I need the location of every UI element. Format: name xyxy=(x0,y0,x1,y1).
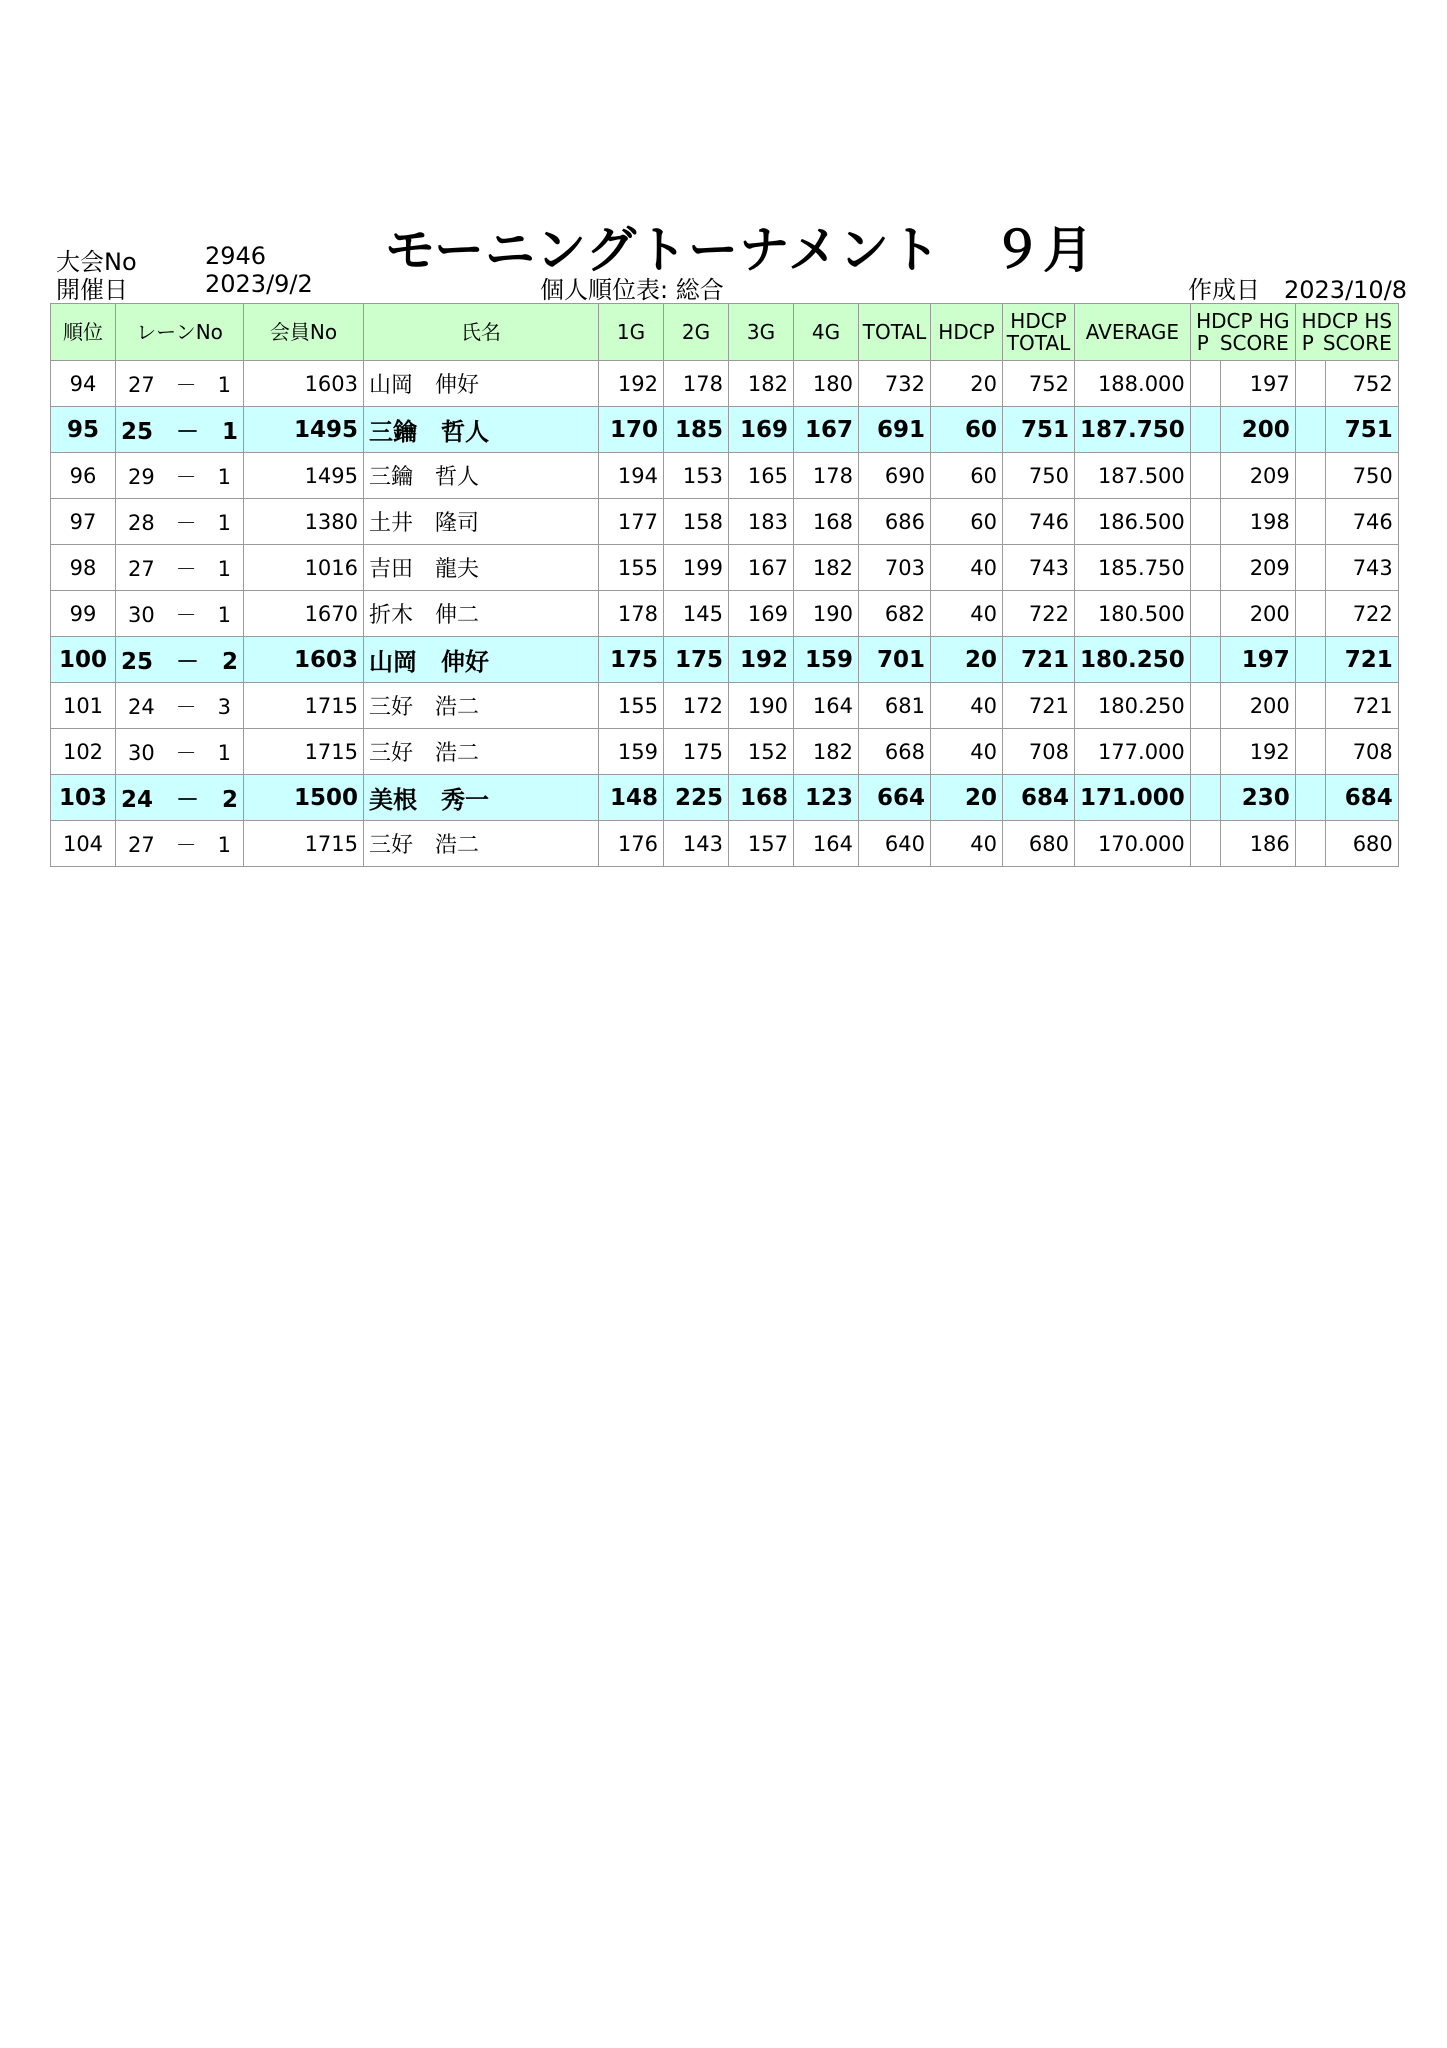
col-header-g1: 1G xyxy=(599,304,664,361)
hg-score-cell: 200 xyxy=(1220,683,1295,729)
game1-cell: 148 xyxy=(599,775,664,821)
total-cell: 691 xyxy=(859,407,931,453)
average-cell: 185.750 xyxy=(1075,545,1191,591)
name-cell: 山岡 伸好 xyxy=(364,637,599,683)
name-cell: 吉田 龍夫 xyxy=(364,545,599,591)
col-header-hdcp-total xyxy=(1003,304,1075,361)
game3-cell: 168 xyxy=(729,775,794,821)
hg-score-cell: 197 xyxy=(1220,361,1295,407)
member-no-cell: 1715 xyxy=(244,821,364,867)
game4-cell: 164 xyxy=(794,683,859,729)
lane-cell: 27 － 1 xyxy=(116,821,244,867)
event-date-value: 2023/9/2 xyxy=(205,270,313,298)
hg-p-cell xyxy=(1190,637,1220,683)
game4-cell: 164 xyxy=(794,821,859,867)
table-row xyxy=(51,453,1399,499)
table-row xyxy=(51,499,1399,545)
hdcp-cell: 40 xyxy=(931,591,1003,637)
table-row xyxy=(51,683,1399,729)
average-cell: 187.500 xyxy=(1075,453,1191,499)
game4-cell: 178 xyxy=(794,453,859,499)
hg-score-cell: 198 xyxy=(1220,499,1295,545)
name-cell: 三好 浩二 xyxy=(364,683,599,729)
average-cell: 180.250 xyxy=(1075,637,1191,683)
member-no-cell: 1016 xyxy=(244,545,364,591)
total-cell: 640 xyxy=(859,821,931,867)
game3-cell: 182 xyxy=(729,361,794,407)
lane-cell: 24 － 2 xyxy=(116,775,244,821)
game2-cell: 178 xyxy=(664,361,729,407)
rank-cell: 102 xyxy=(51,729,116,775)
hdcp-total-cell: 752 xyxy=(1003,361,1075,407)
hs-score-cell: 680 xyxy=(1325,821,1398,867)
lane-cell: 25 － 1 xyxy=(116,407,244,453)
game1-cell: 170 xyxy=(599,407,664,453)
game2-cell: 158 xyxy=(664,499,729,545)
hdcp-cell: 60 xyxy=(931,407,1003,453)
col-header-hdcp-total-line1: HDCP xyxy=(1010,309,1067,333)
hg-p-cell xyxy=(1190,775,1220,821)
hg-p-cell xyxy=(1190,453,1220,499)
hs-score-cell: 750 xyxy=(1325,453,1398,499)
col-header-hs-p: P xyxy=(1301,331,1314,355)
hg-score-cell: 230 xyxy=(1220,775,1295,821)
tournament-no-label: 大会No xyxy=(56,248,137,276)
rank-cell: 94 xyxy=(51,361,116,407)
hg-p-cell xyxy=(1190,407,1220,453)
game4-cell: 167 xyxy=(794,407,859,453)
game1-cell: 176 xyxy=(599,821,664,867)
hs-p-cell xyxy=(1295,499,1325,545)
col-header-g2: 2G xyxy=(664,304,729,361)
col-header-lane: レーンNo xyxy=(116,304,244,361)
name-cell: 山岡 伸好 xyxy=(364,361,599,407)
hs-p-cell xyxy=(1295,407,1325,453)
name-cell: 三好 浩二 xyxy=(364,729,599,775)
hs-p-cell xyxy=(1295,637,1325,683)
game1-cell: 192 xyxy=(599,361,664,407)
col-header-g3: 3G xyxy=(729,304,794,361)
table-row xyxy=(51,821,1399,867)
hs-score-cell: 708 xyxy=(1325,729,1398,775)
game1-cell: 155 xyxy=(599,545,664,591)
rank-cell: 95 xyxy=(51,407,116,453)
member-no-cell: 1670 xyxy=(244,591,364,637)
hs-score-cell: 684 xyxy=(1325,775,1398,821)
average-cell: 170.000 xyxy=(1075,821,1191,867)
total-cell: 703 xyxy=(859,545,931,591)
game2-cell: 172 xyxy=(664,683,729,729)
average-cell: 171.000 xyxy=(1075,775,1191,821)
hs-p-cell xyxy=(1295,729,1325,775)
hdcp-cell: 60 xyxy=(931,453,1003,499)
game4-cell: 123 xyxy=(794,775,859,821)
average-cell: 186.500 xyxy=(1075,499,1191,545)
hdcp-total-cell: 750 xyxy=(1003,453,1075,499)
total-cell: 690 xyxy=(859,453,931,499)
hdcp-total-cell: 721 xyxy=(1003,637,1075,683)
table-row xyxy=(51,361,1399,407)
game3-cell: 165 xyxy=(729,453,794,499)
total-cell: 668 xyxy=(859,729,931,775)
average-cell: 180.250 xyxy=(1075,683,1191,729)
game1-cell: 194 xyxy=(599,453,664,499)
lane-cell: 30 － 1 xyxy=(116,591,244,637)
game4-cell: 190 xyxy=(794,591,859,637)
total-cell: 686 xyxy=(859,499,931,545)
lane-cell: 25 － 2 xyxy=(116,637,244,683)
game3-cell: 183 xyxy=(729,499,794,545)
lane-cell: 27 － 1 xyxy=(116,545,244,591)
game3-cell: 190 xyxy=(729,683,794,729)
col-header-total: TOTAL xyxy=(859,304,931,361)
name-cell: 美根 秀一 xyxy=(364,775,599,821)
hdcp-total-cell: 746 xyxy=(1003,499,1075,545)
tournament-no-value: 2946 xyxy=(205,242,267,270)
game4-cell: 182 xyxy=(794,729,859,775)
col-header-hg-score: SCORE xyxy=(1219,331,1289,355)
hs-score-cell: 751 xyxy=(1325,407,1398,453)
rank-cell: 100 xyxy=(51,637,116,683)
game2-cell: 225 xyxy=(664,775,729,821)
results-table xyxy=(50,303,1399,867)
lane-cell: 24 － 3 xyxy=(116,683,244,729)
game2-cell: 185 xyxy=(664,407,729,453)
game2-cell: 199 xyxy=(664,545,729,591)
game2-cell: 145 xyxy=(664,591,729,637)
lane-cell: 30 － 1 xyxy=(116,729,244,775)
hg-score-cell: 200 xyxy=(1220,407,1295,453)
rank-cell: 98 xyxy=(51,545,116,591)
rank-cell: 104 xyxy=(51,821,116,867)
col-header-hdcp: HDCP xyxy=(931,304,1003,361)
table-row xyxy=(51,637,1399,683)
hs-p-cell xyxy=(1295,453,1325,499)
hdcp-total-cell: 722 xyxy=(1003,591,1075,637)
rank-cell: 96 xyxy=(51,453,116,499)
col-header-hs-score: SCORE xyxy=(1322,331,1392,355)
col-header-hdcp-total-line2: TOTAL xyxy=(1006,331,1071,355)
hs-score-cell: 721 xyxy=(1325,637,1398,683)
event-date-label: 開催日 xyxy=(56,276,128,304)
table-row xyxy=(51,591,1399,637)
game4-cell: 159 xyxy=(794,637,859,683)
hdcp-cell: 40 xyxy=(931,545,1003,591)
name-cell: 三好 浩二 xyxy=(364,821,599,867)
hs-p-cell xyxy=(1295,683,1325,729)
col-header-member: 会員No xyxy=(244,304,364,361)
game3-cell: 192 xyxy=(729,637,794,683)
ranking-type-label: 個人順位表: 総合 xyxy=(540,276,724,304)
total-cell: 701 xyxy=(859,637,931,683)
hg-p-cell xyxy=(1190,545,1220,591)
game3-cell: 169 xyxy=(729,407,794,453)
hs-score-cell: 746 xyxy=(1325,499,1398,545)
hdcp-cell: 40 xyxy=(931,821,1003,867)
table-row xyxy=(51,545,1399,591)
total-cell: 732 xyxy=(859,361,931,407)
average-cell: 188.000 xyxy=(1075,361,1191,407)
hg-p-cell xyxy=(1190,821,1220,867)
lane-cell: 29 － 1 xyxy=(116,453,244,499)
col-header-rank: 順位 xyxy=(51,304,116,361)
game3-cell: 152 xyxy=(729,729,794,775)
col-header-hs-title: HDCP HS xyxy=(1301,309,1393,333)
hdcp-cell: 20 xyxy=(931,775,1003,821)
created-date-label: 作成日 2023/10/8 xyxy=(1188,276,1408,304)
game2-cell: 143 xyxy=(664,821,729,867)
member-no-cell: 1495 xyxy=(244,407,364,453)
hg-p-cell xyxy=(1190,729,1220,775)
col-header-hg-title: HDCP HG xyxy=(1196,309,1290,333)
game4-cell: 180 xyxy=(794,361,859,407)
hg-score-cell: 186 xyxy=(1220,821,1295,867)
hg-p-cell xyxy=(1190,683,1220,729)
hg-score-cell: 192 xyxy=(1220,729,1295,775)
hdcp-cell: 40 xyxy=(931,729,1003,775)
name-cell: 三鑰 哲人 xyxy=(364,453,599,499)
table-row xyxy=(51,407,1399,453)
rank-cell: 99 xyxy=(51,591,116,637)
game3-cell: 157 xyxy=(729,821,794,867)
average-cell: 180.500 xyxy=(1075,591,1191,637)
table-header-row xyxy=(51,304,1399,361)
game3-cell: 169 xyxy=(729,591,794,637)
hdcp-cell: 40 xyxy=(931,683,1003,729)
col-header-hdcp-hg xyxy=(1190,304,1295,361)
tournament-title: モーニングトーナメント ９月 xyxy=(385,221,1094,279)
hg-score-cell: 200 xyxy=(1220,591,1295,637)
hs-p-cell xyxy=(1295,821,1325,867)
col-header-hg-p: P xyxy=(1196,331,1209,355)
lane-cell: 27 － 1 xyxy=(116,361,244,407)
hdcp-cell: 20 xyxy=(931,637,1003,683)
hs-score-cell: 721 xyxy=(1325,683,1398,729)
game1-cell: 175 xyxy=(599,637,664,683)
hs-score-cell: 722 xyxy=(1325,591,1398,637)
member-no-cell: 1500 xyxy=(244,775,364,821)
hg-score-cell: 209 xyxy=(1220,453,1295,499)
hdcp-total-cell: 743 xyxy=(1003,545,1075,591)
table-row xyxy=(51,729,1399,775)
game2-cell: 175 xyxy=(664,729,729,775)
member-no-cell: 1715 xyxy=(244,683,364,729)
hg-score-cell: 197 xyxy=(1220,637,1295,683)
hs-p-cell xyxy=(1295,361,1325,407)
game1-cell: 178 xyxy=(599,591,664,637)
total-cell: 682 xyxy=(859,591,931,637)
average-cell: 177.000 xyxy=(1075,729,1191,775)
game2-cell: 175 xyxy=(664,637,729,683)
hg-p-cell xyxy=(1190,591,1220,637)
game1-cell: 159 xyxy=(599,729,664,775)
name-cell: 土井 隆司 xyxy=(364,499,599,545)
hg-p-cell xyxy=(1190,499,1220,545)
hs-p-cell xyxy=(1295,775,1325,821)
lane-cell: 28 － 1 xyxy=(116,499,244,545)
col-header-average: AVERAGE xyxy=(1075,304,1191,361)
member-no-cell: 1380 xyxy=(244,499,364,545)
hdcp-total-cell: 680 xyxy=(1003,821,1075,867)
hdcp-total-cell: 751 xyxy=(1003,407,1075,453)
game1-cell: 177 xyxy=(599,499,664,545)
game2-cell: 153 xyxy=(664,453,729,499)
hdcp-total-cell: 721 xyxy=(1003,683,1075,729)
name-cell: 折木 伸二 xyxy=(364,591,599,637)
member-no-cell: 1603 xyxy=(244,361,364,407)
col-header-name: 氏名 xyxy=(364,304,599,361)
name-cell: 三鑰 哲人 xyxy=(364,407,599,453)
hs-score-cell: 743 xyxy=(1325,545,1398,591)
total-cell: 681 xyxy=(859,683,931,729)
hg-score-cell: 209 xyxy=(1220,545,1295,591)
average-cell: 187.750 xyxy=(1075,407,1191,453)
hdcp-cell: 60 xyxy=(931,499,1003,545)
hs-p-cell xyxy=(1295,591,1325,637)
hdcp-cell: 20 xyxy=(931,361,1003,407)
hdcp-total-cell: 684 xyxy=(1003,775,1075,821)
hg-p-cell xyxy=(1190,361,1220,407)
hdcp-total-cell: 708 xyxy=(1003,729,1075,775)
game4-cell: 182 xyxy=(794,545,859,591)
member-no-cell: 1715 xyxy=(244,729,364,775)
game4-cell: 168 xyxy=(794,499,859,545)
col-header-g4: 4G xyxy=(794,304,859,361)
rank-cell: 97 xyxy=(51,499,116,545)
rank-cell: 103 xyxy=(51,775,116,821)
member-no-cell: 1495 xyxy=(244,453,364,499)
total-cell: 664 xyxy=(859,775,931,821)
member-no-cell: 1603 xyxy=(244,637,364,683)
col-header-hdcp-hs xyxy=(1295,304,1398,361)
hs-p-cell xyxy=(1295,545,1325,591)
game1-cell: 155 xyxy=(599,683,664,729)
table-row xyxy=(51,775,1399,821)
game3-cell: 167 xyxy=(729,545,794,591)
hs-score-cell: 752 xyxy=(1325,361,1398,407)
rank-cell: 101 xyxy=(51,683,116,729)
